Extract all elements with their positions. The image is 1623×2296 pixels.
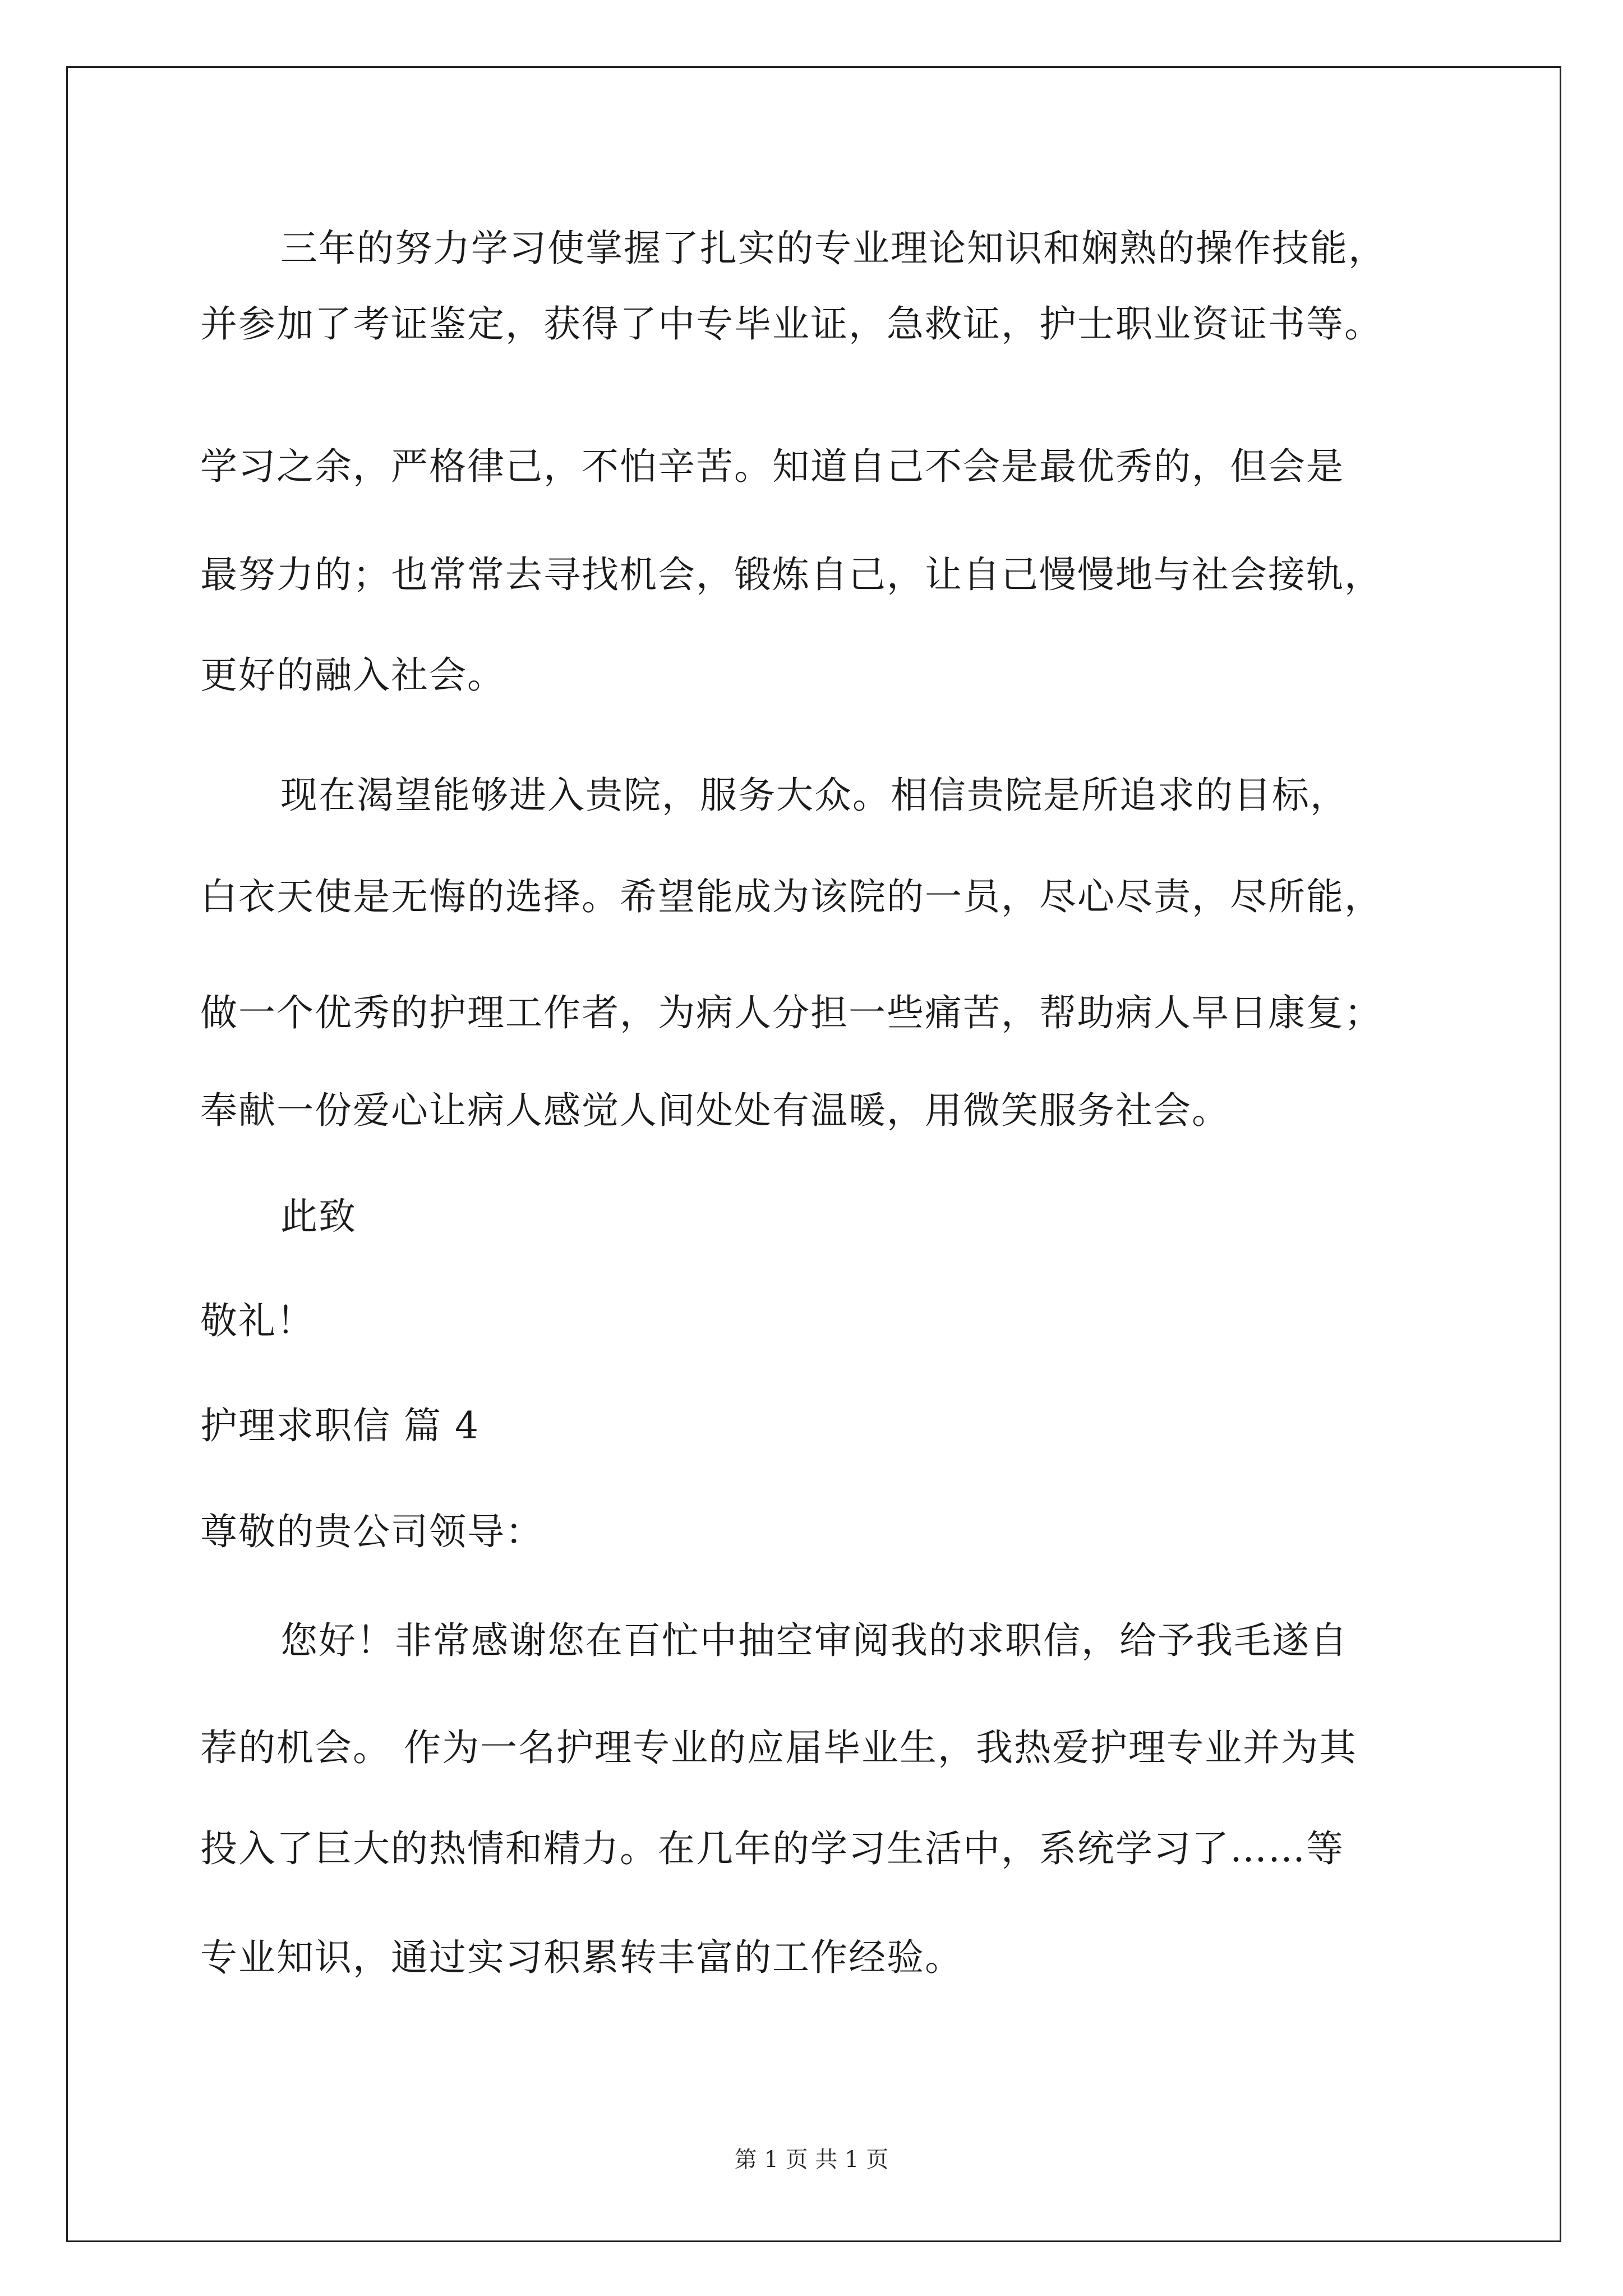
text-line: 并参加了考证鉴定，获得了中专毕业证，急救证，护士职业资证书等。 — [200, 302, 1382, 346]
text-line: 投入了巨大的热情和精力。在几年的学习生活中，系统学习了……等 — [200, 1827, 1344, 1870]
section-title: 护理求职信 篇 4 — [200, 1404, 479, 1447]
text-line: 荐的机会。 作为一名护理专业的应届毕业生，我热爱护理专业并为其 — [200, 1726, 1357, 1769]
page-border — [66, 66, 1561, 2242]
text-line: 更好的融入社会。 — [200, 654, 505, 697]
text-line: 您好！非常感谢您在百忙中抽空审阅我的求职信，给予我毛遂自 — [280, 1619, 1348, 1662]
text-line: 学习之余，严格律己，不怕辛苦。知道自己不会是最优秀的，但会是 — [200, 445, 1344, 488]
text-line: 三年的努力学习使掌握了扎实的专业理论知识和娴熟的操作技能， — [280, 227, 1386, 270]
text-line: 做一个优秀的护理工作者，为病人分担一些痛苦，帮助病人早日康复； — [200, 991, 1382, 1034]
text-line: 最努力的；也常常去寻找机会，锻炼自己，让自己慢慢地与社会接轨， — [200, 553, 1382, 596]
salutation-closing: 敬礼！ — [200, 1299, 315, 1342]
text-line: 现在渴望能够进入贵院，服务大众。相信贵院是所追求的目标， — [280, 774, 1348, 817]
page-footer: 第 1 页 共 1 页 — [734, 2147, 889, 2173]
salutation: 尊敬的贵公司领导： — [200, 1510, 543, 1553]
salutation-closing: 此致 — [280, 1195, 357, 1238]
text-line: 奉献一份爱心让病人感觉人间处处有温暖，用微笑服务社会。 — [200, 1089, 1230, 1132]
text-line: 专业知识，通过实习积累转丰富的工作经验。 — [200, 1936, 963, 1979]
text-line: 白衣天使是无悔的选择。希望能成为该院的一员，尽心尽责，尽所能， — [200, 875, 1382, 918]
